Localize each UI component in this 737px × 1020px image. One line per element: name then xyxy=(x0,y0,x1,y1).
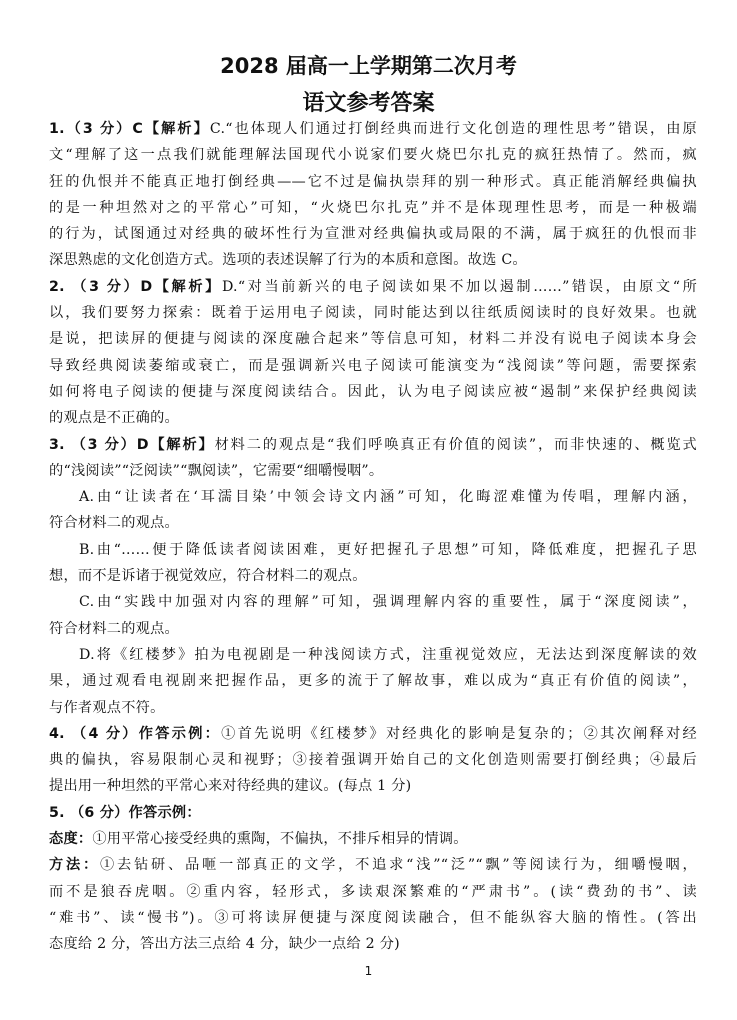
q2-line-3: 是说，把读屏的便捷与阅读的深度融合起来”等信息可知，材料二并没有说电子阅读本身会 xyxy=(49,331,697,348)
q4-head: 4. （4 分）作答示例： xyxy=(49,725,222,742)
q4-line-3: 提出用一种坦然的平常心来对待经典的建议。(每点 1 分) xyxy=(49,778,412,795)
q3-line-1: 3. （3 分）D【解析】材料二的观点是“我们呼唤真正有价值的阅读”，而非快速的、概览式 xyxy=(49,436,697,453)
exam-subtitle: 语文参考答案 xyxy=(302,91,435,116)
q1-line-4: 的是一种坦然对之的平常心”可知，“火烧巴尔扎克”并不是体现理性思考，而是一种极端 xyxy=(49,199,697,216)
q3-option-a-2: 符合材料二的观点。 xyxy=(49,515,179,532)
answer-content xyxy=(49,116,697,958)
q3-option-d-2: 果，通过观看电视剧来把握作品，更多的流于了解故事，难以成为“真正有价值的阅读”， xyxy=(49,673,697,690)
q3-option-d-3: 与作者观点不符。 xyxy=(49,699,165,716)
q3-line-2: 的“浅阅读”“泛阅读”“飘阅读”，它需要“细嚼慢咽”。 xyxy=(49,462,384,479)
q3-option-c-1: C.由“实践中加强对内容的理解”可知，强调理解内容的重要性，属于“深度阅读”， xyxy=(79,594,697,611)
q3-option-c-2: 符合材料二的观点。 xyxy=(49,620,179,637)
method-label: 方法： xyxy=(49,857,101,874)
q2-head: 2. （3 分）D【解析】 xyxy=(49,278,222,295)
q2-line-4: 导致经典阅读萎缩或衰亡，而是强调新兴电子阅读可能演变为“浅阅读”等问题，需要探索 xyxy=(49,357,697,374)
q3-option-b-1: B.由“……便于降低读者阅读困难，更好把握孔子思想”可知，降低难度，把握孔子思 xyxy=(79,541,697,558)
q3-option-d-1: D.将《红楼梦》拍为电视剧是一种浅阅读方式，注重视觉效应，无法达到深度解读的效 xyxy=(79,646,697,663)
q3-option-a-1: A.由“让读者在‘耳濡目染’中领会诗文内涵”可知，化晦涩难懂为传唱，理解内涵， xyxy=(79,489,697,506)
q1-head: 1.（3 分）C【解析】 xyxy=(49,121,210,137)
attitude-label: 态度： xyxy=(49,831,93,848)
q1-line-3: 狂的仇恨并不能真正地打倒经典——它不过是偏执崇拜的别一种形式。真正能消解经典偏执 xyxy=(49,173,697,190)
q5-method-2: 而不是狼吞虎咽。②重内容，轻形式，多读艰深繁难的“严肃书”。(读“费劲的书”、读 xyxy=(49,883,697,900)
q1-line-5: 的行为，试图通过对经典的破坏性行为宣泄对经典偏执或局限的不满，属于疯狂的仇恨而非 xyxy=(49,226,697,243)
q2-line-1: 2. （3 分）D【解析】D.“对当前新兴的电子阅读如果不加以遏制……”错误，由原文“所 xyxy=(49,278,697,295)
q3-head: 3. （3 分）D【解析】 xyxy=(49,436,215,453)
q4-line-1: 4. （4 分）作答示例：①首先说明《红楼梦》对经典化的影响是复杂的；②其次阐释对经 xyxy=(49,725,697,742)
q2-line-6: 的观点是不正确的。 xyxy=(49,410,179,427)
q5-method-1: 方法：①去钻研、品咂一部真正的文学，不追求“浅”“泛”“飘”等阅读行为，细嚼慢咽， xyxy=(49,857,697,874)
q5-method-4: 态度给 2 分，答出方法三点给 4 分，缺少一点给 2 分) xyxy=(49,936,400,953)
page-number: 1 xyxy=(364,964,373,978)
q1-line-6: 深思熟虑的文化创造方式。选项的表述误解了行为的本质和意图。故选 C。 xyxy=(49,252,527,269)
exam-title: 2028 届高一上学期第二次月考 xyxy=(220,54,517,78)
q2-line-5: 如何将电子阅读的便捷与深度阅读结合。因此，认为电子阅读应被“遏制”来保护经典阅读 xyxy=(49,383,697,400)
q5-method-3: “难书”、读“慢书”)。③可将读屏便捷与深度阅读融合，但不能纵容大脑的惰性。(答出 xyxy=(49,909,697,926)
q4-line-2: 典的偏执，容易限制心灵和视野；③接着强调开始自己的文化创造则需要打倒经典；④最后 xyxy=(49,752,697,769)
q2-line-2: 以，我们要努力探索：既着于运用电子阅读，同时能达到以往纸质阅读时的良好效果。也就 xyxy=(49,305,697,322)
q5-head: 5. （6 分）作答示例： xyxy=(49,804,201,821)
q5-attitude: 态度：①用平常心接受经典的熏陶，不偏执，不排斥相异的情调。 xyxy=(49,831,468,848)
q3-option-b-2: 想，而不是诉诸于视觉效应，符合材料二的观点。 xyxy=(49,568,367,585)
q1-line-1: 1.（3 分）C【解析】C.“也体现人们通过打倒经典而进行文化创造的理性思考”错误，由原 xyxy=(49,121,697,137)
q1-line-2: 文“理解了这一点我们就能理解法国现代小说家们要火烧巴尔扎克的疯狂热情了。然而，疯 xyxy=(49,147,697,164)
